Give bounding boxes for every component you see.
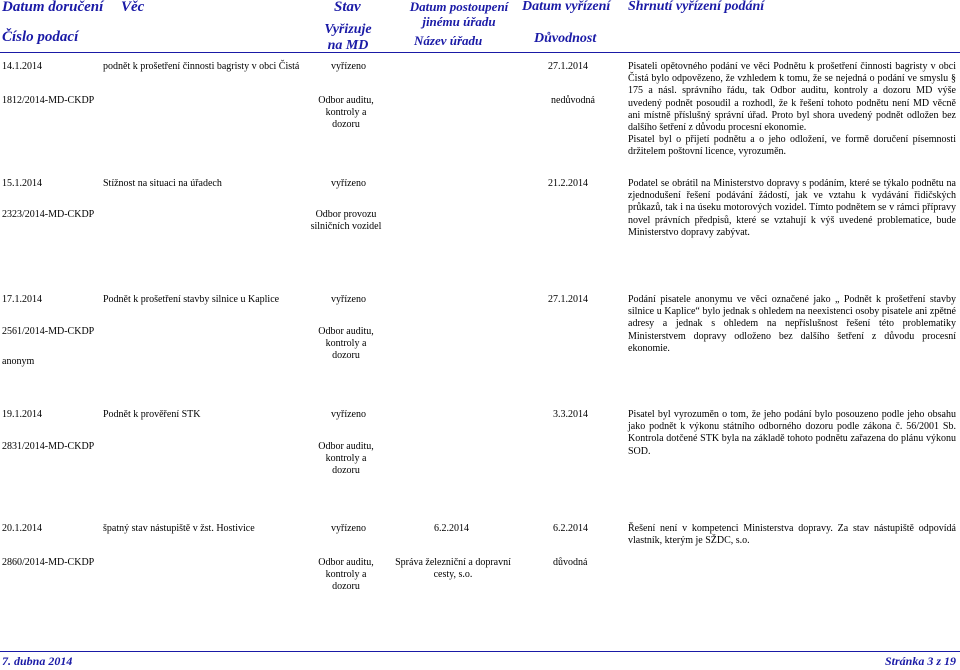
footer-date: 7. dubna 2014 xyxy=(2,654,73,668)
header-datum-vyrizeni: Datum vyřízení xyxy=(522,0,611,14)
record-resolved-date: 3.3.2014 xyxy=(553,409,588,420)
record-status: vyřízeno xyxy=(331,61,366,72)
record-handler: Odbor provozu silničních vozidel xyxy=(310,209,382,233)
record-subject: podnět k prošetření činnosti bagristy v obci Čistá xyxy=(103,61,300,72)
header-shrnuti: Shrnutí vyřízení podání xyxy=(628,0,765,14)
record-summary: Podání pisatele anonymu ve věci označené jako „ Podnět k prošetření stavby silnice u Kaplice“ bylo jednak s ohledem na neexistenci osoby pisatele ani zpětné adresy a jednak s ohledem na nepříslušnost řešení této problematiky Ministerstvem dopravy odloženo bez dalšího šetření z důvodu procesní ekonomie. xyxy=(628,294,956,354)
record-status: vyřízeno xyxy=(331,294,366,305)
header-vec: Věc xyxy=(121,0,145,15)
record-status: vyřízeno xyxy=(331,409,366,420)
header-divider xyxy=(0,52,960,53)
footer-divider xyxy=(0,651,960,652)
header-stav: Stav xyxy=(334,0,361,15)
header-nazev-uradu: Název úřadu xyxy=(414,33,483,48)
record-summary: Podatel se obrátil na Ministerstvo dopravy s podáním, které se týkalo podnětu na zjednodušení řešení podávání žádostí, jak ve vztahu k vydávání řidičských průkazů, tak i na úseku motorových vozidel. Tímto podnětem se v rámci přípravy novel právních předpisů, které se vztahují k výš uvedené problematice, bude Ministerstvo dopravy zabývat. xyxy=(628,178,956,238)
footer-page-number: Stránka 3 z 19 xyxy=(884,654,956,668)
record-handler: Odbor auditu, kontroly a dozoru xyxy=(318,95,374,131)
record-date: 19.1.2014 xyxy=(2,409,42,420)
record-handler: Odbor auditu, kontroly a dozoru xyxy=(318,326,374,362)
record-resolved-date: 27.1.2014 xyxy=(548,61,588,72)
record-status: vyřízeno xyxy=(331,178,366,189)
record-number: 2831/2014-MD-CKDP xyxy=(2,441,95,452)
header-cislo-podaci: Číslo podací xyxy=(2,29,79,45)
header-datum-doruceni: Datum doručení xyxy=(2,0,104,15)
record-number: 2860/2014-MD-CKDP xyxy=(2,557,95,568)
record-extra: anonym xyxy=(2,356,35,367)
record-number: 1812/2014-MD-CKDP xyxy=(2,95,95,106)
record-subject: Stížnost na situaci na úřadech xyxy=(103,178,222,189)
record-subject: Podnět k prověření STK xyxy=(103,409,201,420)
record-summary: Řešení není v kompetenci Ministerstva dopravy. Za stav nástupiště odpovídá vlastník, kterým je SŽDC, s.o. xyxy=(628,523,956,547)
record-summary: Pisateli opětovného podání ve věci Podnětu k prošetření činnosti bagristy v obci Čistá bylo odpovězeno, že vzhledem k tomu, že se nejedná o podání ve smyslu § 175 a násl. správního řádu, tak Odbor auditu, kontroly a dozoru MD výše uvedený podnět posoudil a rozhodl, že k řešení tohoto podnětu není MD věcně ani místně příslušný správní úřad. Proto byl shora uvedený podnět odložen bez dalšího šetření z důvodu procesní ekonomie. Pisatel byl o přijetí podnětu a o jeho odložení, ve formě doručení písemnosti držitelem poštovní licence, vyrozuměn. xyxy=(628,61,956,158)
record-office: Správa železniční a dopravní cesty, s.o. xyxy=(395,557,511,581)
record-date: 15.1.2014 xyxy=(2,178,42,189)
record-date: 17.1.2014 xyxy=(2,294,42,305)
record-resolved-date: 21.2.2014 xyxy=(548,178,588,189)
record-handler: Odbor auditu, kontroly a dozoru xyxy=(318,557,374,593)
record-number: 2561/2014-MD-CKDP xyxy=(2,326,95,337)
record-resolved-date: 27.1.2014 xyxy=(548,294,588,305)
record-resolved-date: 6.2.2014 xyxy=(553,523,588,534)
record-status: vyřízeno xyxy=(331,523,366,534)
header-datum-postoupeni: Datum postoupení jinému úřadu xyxy=(409,0,509,29)
header-duvodnost: Důvodnost xyxy=(534,31,597,46)
record-handler: Odbor auditu, kontroly a dozoru xyxy=(318,441,374,477)
record-subject: špatný stav nástupiště v žst. Hostivice xyxy=(103,523,255,534)
record-validity: nedůvodná xyxy=(551,95,595,106)
record-subject: Podnět k prošetření stavby silnice u Kaplice xyxy=(103,294,280,305)
record-forwarded-date: 6.2.2014 xyxy=(434,523,469,534)
record-summary: Pisatel byl vyrozuměn o tom, že jeho podání bylo posouzeno podle jeho obsahu jako podnět k výkonu státního odborného dozoru podle zákona č. 56/2001 Sb. Kontrola dotčené STK byla na základě tohoto podnětu zařazena do plánu výkonu SOD. xyxy=(628,409,956,457)
record-validity: důvodná xyxy=(553,557,588,568)
record-number: 2323/2014-MD-CKDP xyxy=(2,209,95,220)
record-date: 14.1.2014 xyxy=(2,61,42,72)
header-vyrizuje: Vyřizuje na MD xyxy=(324,22,372,53)
record-date: 20.1.2014 xyxy=(2,523,42,534)
